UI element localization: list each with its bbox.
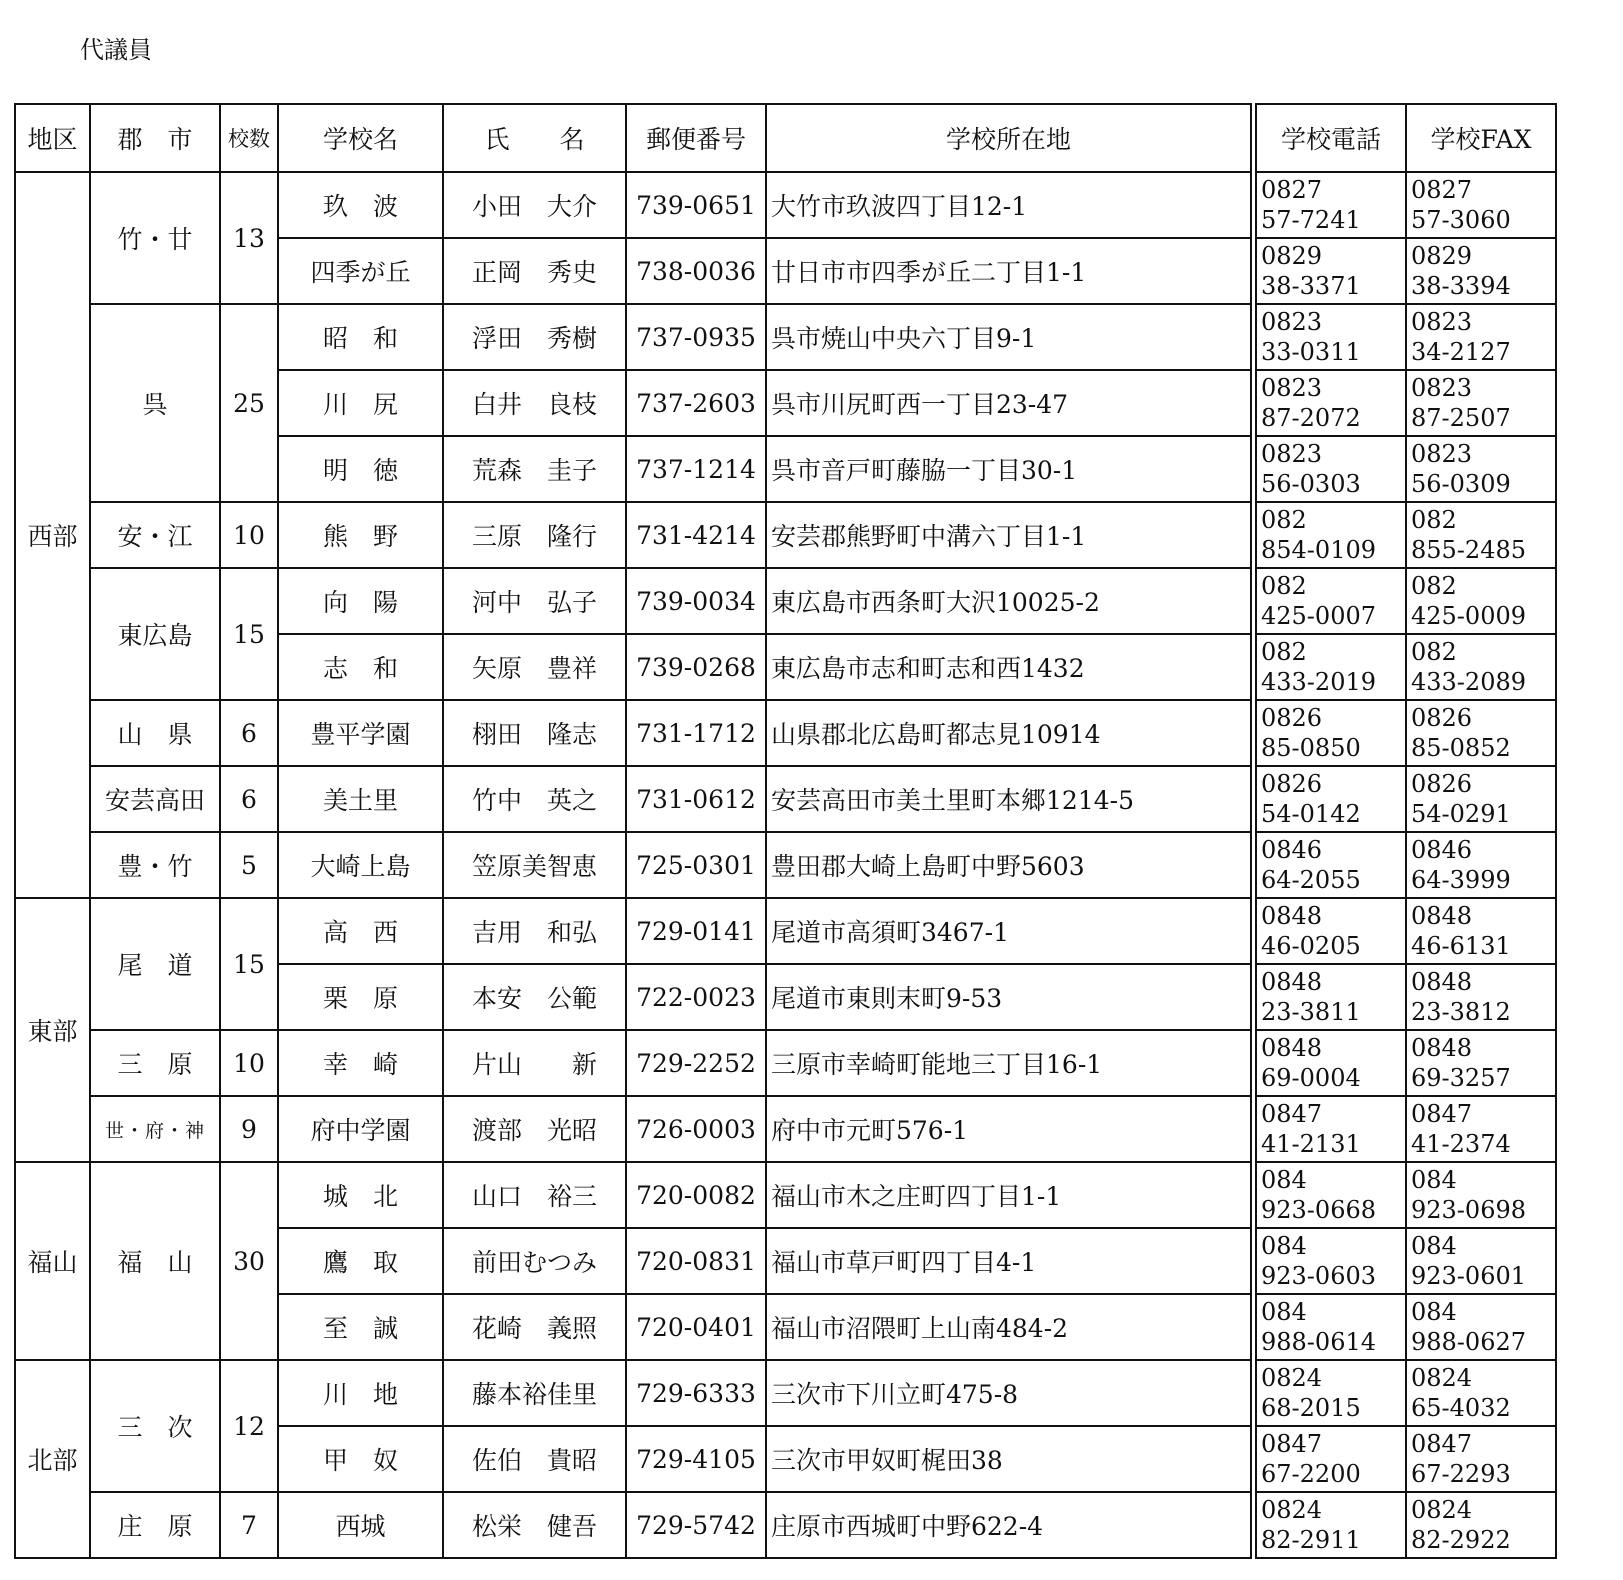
school-count-cell: 5 — [220, 832, 278, 898]
phone-cell — [1256, 1294, 1406, 1360]
phone-cell — [1256, 568, 1406, 634]
district-cell: 福 山 — [90, 1162, 220, 1360]
phone-area-code: 0848 — [1261, 1034, 1323, 1062]
person-name-cell: 藤本裕佳里 — [443, 1360, 626, 1426]
school-count-cell: 6 — [220, 766, 278, 832]
region-cell: 東部 — [15, 898, 90, 1162]
district-cell: 庄 原 — [90, 1492, 220, 1558]
postal-code-cell: 739-0268 — [626, 634, 766, 700]
phone-number: 64-2055 — [1261, 866, 1361, 894]
fax-number: 46-6131 — [1411, 932, 1511, 960]
phone-cell — [1256, 1492, 1406, 1558]
fax-number: 23-3812 — [1411, 998, 1511, 1026]
fax-number: 988-0627 — [1411, 1328, 1526, 1356]
phone-cell — [1256, 964, 1406, 1030]
table-row — [15, 700, 1556, 766]
school-name-cell: 川 尻 — [278, 370, 443, 436]
phone-number: 57-7241 — [1261, 206, 1361, 234]
phone-number: 988-0614 — [1261, 1328, 1376, 1356]
fax-number: 85-0852 — [1411, 734, 1511, 762]
fax-area-code: 082 — [1411, 506, 1457, 534]
fax-area-code: 0847 — [1411, 1430, 1473, 1458]
fax-number: 54-0291 — [1411, 800, 1511, 828]
phone-number: 923-0668 — [1261, 1196, 1376, 1224]
phone-cell — [1256, 172, 1406, 238]
postal-code-cell: 720-0401 — [626, 1294, 766, 1360]
address-cell: 山県郡北広島町都志見10914 — [766, 700, 1251, 766]
person-name-cell: 吉用 和弘 — [443, 898, 626, 964]
fax-area-code: 082 — [1411, 572, 1457, 600]
phone-number: 433-2019 — [1261, 668, 1376, 696]
district-cell: 安芸高田 — [90, 766, 220, 832]
phone-number: 69-0004 — [1261, 1064, 1361, 1092]
postal-code-cell: 739-0034 — [626, 568, 766, 634]
delegates-table — [14, 103, 1557, 1559]
school-name-cell: 府中学園 — [278, 1096, 443, 1162]
person-name-cell: 前田むつみ — [443, 1228, 626, 1294]
postal-code-cell: 725-0301 — [626, 832, 766, 898]
school-name-cell: 西城 — [278, 1492, 443, 1558]
person-name-cell: 栩田 隆志 — [443, 700, 626, 766]
address-cell: 三次市甲奴町梶田38 — [766, 1426, 1251, 1492]
fax-cell — [1406, 304, 1556, 370]
phone-number: 41-2131 — [1261, 1130, 1361, 1158]
address-cell: 呉市音戸町藤脇一丁目30-1 — [766, 436, 1251, 502]
fax-area-code: 084 — [1411, 1298, 1457, 1326]
person-name-cell: 白井 良枝 — [443, 370, 626, 436]
school-name-cell: 美土里 — [278, 766, 443, 832]
district-cell: 世・府・神 — [90, 1096, 220, 1162]
address-cell: 三原市幸崎町能地三丁目16-1 — [766, 1030, 1251, 1096]
table-row — [15, 898, 1556, 964]
phone-cell — [1256, 1426, 1406, 1492]
postal-code-cell: 739-0651 — [626, 172, 766, 238]
phone-cell — [1256, 238, 1406, 304]
postal-code-cell: 729-4105 — [626, 1426, 766, 1492]
district-cell: 山 県 — [90, 700, 220, 766]
fax-cell — [1406, 1030, 1556, 1096]
phone-number: 67-2200 — [1261, 1460, 1361, 1488]
school-count-cell: 12 — [220, 1360, 278, 1492]
fax-number: 82-2922 — [1411, 1526, 1511, 1554]
fax-cell — [1406, 1162, 1556, 1228]
phone-area-code: 0848 — [1261, 902, 1323, 930]
address-cell: 三次市下川立町475-8 — [766, 1360, 1251, 1426]
person-name-cell: 山口 裕三 — [443, 1162, 626, 1228]
postal-code-cell: 731-1712 — [626, 700, 766, 766]
district-cell: 尾 道 — [90, 898, 220, 1030]
district-cell: 豊・竹 — [90, 832, 220, 898]
fax-area-code: 0848 — [1411, 1034, 1473, 1062]
person-name-cell: 河中 弘子 — [443, 568, 626, 634]
fax-number: 64-3999 — [1411, 866, 1511, 894]
phone-cell — [1256, 766, 1406, 832]
fax-number: 38-3394 — [1411, 272, 1511, 300]
address-cell: 尾道市東則末町9-53 — [766, 964, 1251, 1030]
fax-area-code: 0823 — [1411, 374, 1473, 402]
postal-code-cell: 720-0082 — [626, 1162, 766, 1228]
postal-code-cell: 731-0612 — [626, 766, 766, 832]
table-row — [15, 502, 1556, 568]
phone-cell — [1256, 1228, 1406, 1294]
postal-code-cell: 729-5742 — [626, 1492, 766, 1558]
person-name-cell: 小田 大介 — [443, 172, 626, 238]
fax-number: 69-3257 — [1411, 1064, 1511, 1092]
phone-number: 85-0850 — [1261, 734, 1361, 762]
phone-number: 23-3811 — [1261, 998, 1361, 1026]
school-count-cell: 15 — [220, 898, 278, 1030]
phone-cell — [1256, 832, 1406, 898]
header-cell: 郡 市 — [90, 104, 220, 172]
phone-cell — [1256, 304, 1406, 370]
fax-cell — [1406, 898, 1556, 964]
fax-area-code: 0824 — [1411, 1364, 1473, 1392]
school-count-cell: 25 — [220, 304, 278, 502]
phone-area-code: 0824 — [1261, 1364, 1323, 1392]
school-name-cell: 熊 野 — [278, 502, 443, 568]
fax-cell — [1406, 1096, 1556, 1162]
school-count-cell: 10 — [220, 502, 278, 568]
region-cell: 西部 — [15, 172, 90, 898]
school-name-cell: 四季が丘 — [278, 238, 443, 304]
region-cell: 福山 — [15, 1162, 90, 1360]
phone-area-code: 0848 — [1261, 968, 1323, 996]
district-cell: 東広島 — [90, 568, 220, 700]
phone-number: 33-0311 — [1261, 338, 1361, 366]
phone-number: 425-0007 — [1261, 602, 1376, 630]
phone-cell — [1256, 1030, 1406, 1096]
postal-code-cell: 729-6333 — [626, 1360, 766, 1426]
address-cell: 呉市川尻町西一丁目23-47 — [766, 370, 1251, 436]
school-name-cell: 川 地 — [278, 1360, 443, 1426]
phone-area-code: 0823 — [1261, 308, 1323, 336]
school-name-cell: 昭 和 — [278, 304, 443, 370]
phone-cell — [1256, 436, 1406, 502]
header-cell: 地区 — [15, 104, 90, 172]
address-cell: 廿日市市四季が丘二丁目1-1 — [766, 238, 1251, 304]
fax-number: 65-4032 — [1411, 1394, 1511, 1422]
phone-cell — [1256, 1162, 1406, 1228]
header-cell: 学校電話 — [1256, 104, 1406, 172]
fax-area-code: 0826 — [1411, 770, 1473, 798]
address-cell: 福山市木之庄町四丁目1-1 — [766, 1162, 1251, 1228]
phone-area-code: 0826 — [1261, 770, 1323, 798]
school-count-cell: 9 — [220, 1096, 278, 1162]
fax-number: 923-0601 — [1411, 1262, 1526, 1290]
phone-area-code: 0847 — [1261, 1430, 1323, 1458]
header-cell: 郵便番号 — [626, 104, 766, 172]
fax-area-code: 0823 — [1411, 308, 1473, 336]
table-row — [15, 1096, 1556, 1162]
postal-code-cell: 737-1214 — [626, 436, 766, 502]
address-cell: 東広島市志和町志和西1432 — [766, 634, 1251, 700]
fax-area-code: 0827 — [1411, 176, 1473, 204]
fax-cell — [1406, 238, 1556, 304]
address-cell: 豊田郡大崎上島町中野5603 — [766, 832, 1251, 898]
postal-code-cell: 729-2252 — [626, 1030, 766, 1096]
fax-number: 56-0309 — [1411, 470, 1511, 498]
postal-code-cell: 738-0036 — [626, 238, 766, 304]
school-name-cell: 城 北 — [278, 1162, 443, 1228]
person-name-cell: 笠原美智恵 — [443, 832, 626, 898]
school-count-cell: 30 — [220, 1162, 278, 1360]
phone-cell — [1256, 370, 1406, 436]
fax-number: 425-0009 — [1411, 602, 1526, 630]
person-name-cell: 松栄 健吾 — [443, 1492, 626, 1558]
phone-area-code: 0824 — [1261, 1496, 1323, 1524]
person-name-cell: 花崎 義照 — [443, 1294, 626, 1360]
person-name-cell: 片山 新 — [443, 1030, 626, 1096]
phone-number: 87-2072 — [1261, 404, 1361, 432]
district-cell: 三 原 — [90, 1030, 220, 1096]
school-name-cell: 栗 原 — [278, 964, 443, 1030]
person-name-cell: 竹中 英之 — [443, 766, 626, 832]
district-cell: 竹・廿 — [90, 172, 220, 304]
phone-area-code: 084 — [1261, 1298, 1307, 1326]
phone-cell — [1256, 1096, 1406, 1162]
school-name-cell: 幸 崎 — [278, 1030, 443, 1096]
fax-number: 34-2127 — [1411, 338, 1511, 366]
phone-cell — [1256, 1360, 1406, 1426]
fax-number: 433-2089 — [1411, 668, 1526, 696]
person-name-cell: 正岡 秀史 — [443, 238, 626, 304]
region-cell: 北部 — [15, 1360, 90, 1558]
phone-number: 68-2015 — [1261, 1394, 1361, 1422]
postal-code-cell: 737-0935 — [626, 304, 766, 370]
school-name-cell: 向 陽 — [278, 568, 443, 634]
phone-cell — [1256, 634, 1406, 700]
phone-cell — [1256, 502, 1406, 568]
address-cell: 福山市沼隈町上山南484-2 — [766, 1294, 1251, 1360]
fax-cell — [1406, 1294, 1556, 1360]
header-cell: 学校名 — [278, 104, 443, 172]
postal-code-cell: 720-0831 — [626, 1228, 766, 1294]
fax-number: 923-0698 — [1411, 1196, 1526, 1224]
school-name-cell: 豊平学園 — [278, 700, 443, 766]
school-count-cell: 13 — [220, 172, 278, 304]
fax-area-code: 0823 — [1411, 440, 1473, 468]
header-row — [15, 104, 1556, 172]
person-name-cell: 荒森 圭子 — [443, 436, 626, 502]
table-row — [15, 1492, 1556, 1558]
address-cell: 安芸郡熊野町中溝六丁目1-1 — [766, 502, 1251, 568]
fax-number: 855-2485 — [1411, 536, 1526, 564]
phone-number: 56-0303 — [1261, 470, 1361, 498]
fax-cell — [1406, 700, 1556, 766]
phone-area-code: 0846 — [1261, 836, 1323, 864]
fax-cell — [1406, 1228, 1556, 1294]
fax-cell — [1406, 172, 1556, 238]
phone-area-code: 084 — [1261, 1166, 1307, 1194]
fax-area-code: 0824 — [1411, 1496, 1473, 1524]
phone-area-code: 082 — [1261, 506, 1307, 534]
fax-cell — [1406, 436, 1556, 502]
phone-number: 854-0109 — [1261, 536, 1376, 564]
postal-code-cell: 722-0023 — [626, 964, 766, 1030]
fax-area-code: 0847 — [1411, 1100, 1473, 1128]
header-cell: 学校所在地 — [766, 104, 1251, 172]
school-name-cell: 志 和 — [278, 634, 443, 700]
phone-area-code: 0827 — [1261, 176, 1323, 204]
school-name-cell: 明 徳 — [278, 436, 443, 502]
person-name-cell: 矢原 豊祥 — [443, 634, 626, 700]
school-count-cell: 15 — [220, 568, 278, 700]
table-row — [15, 568, 1556, 634]
table-row — [15, 1360, 1556, 1426]
phone-area-code: 084 — [1261, 1232, 1307, 1260]
address-cell: 呉市焼山中央六丁目9-1 — [766, 304, 1251, 370]
fax-area-code: 084 — [1411, 1166, 1457, 1194]
person-name-cell: 佐伯 貴昭 — [443, 1426, 626, 1492]
fax-area-code: 0846 — [1411, 836, 1473, 864]
fax-area-code: 0848 — [1411, 968, 1473, 996]
person-name-cell: 渡部 光昭 — [443, 1096, 626, 1162]
fax-area-code: 0848 — [1411, 902, 1473, 930]
fax-number: 41-2374 — [1411, 1130, 1511, 1158]
phone-area-code: 0847 — [1261, 1100, 1323, 1128]
school-name-cell: 鷹 取 — [278, 1228, 443, 1294]
fax-area-code: 084 — [1411, 1232, 1457, 1260]
header-cell: 校数 — [220, 104, 278, 172]
fax-cell — [1406, 568, 1556, 634]
phone-area-code: 0829 — [1261, 242, 1323, 270]
phone-area-code: 0823 — [1261, 440, 1323, 468]
table-row — [15, 304, 1556, 370]
person-name-cell: 本安 公範 — [443, 964, 626, 1030]
phone-area-code: 0823 — [1261, 374, 1323, 402]
table-row — [15, 1162, 1556, 1228]
header-cell: 氏 名 — [443, 104, 626, 172]
fax-area-code: 0826 — [1411, 704, 1473, 732]
fax-number: 67-2293 — [1411, 1460, 1511, 1488]
school-count-cell: 10 — [220, 1030, 278, 1096]
page-title: 代議員 — [80, 36, 152, 64]
phone-area-code: 082 — [1261, 572, 1307, 600]
fax-cell — [1406, 766, 1556, 832]
table-body — [15, 172, 1556, 1558]
fax-number: 87-2507 — [1411, 404, 1511, 432]
fax-cell — [1406, 832, 1556, 898]
table-row — [15, 832, 1556, 898]
phone-area-code: 082 — [1261, 638, 1307, 666]
fax-cell — [1406, 1492, 1556, 1558]
school-name-cell: 玖 波 — [278, 172, 443, 238]
phone-number: 923-0603 — [1261, 1262, 1376, 1290]
school-name-cell: 高 西 — [278, 898, 443, 964]
fax-cell — [1406, 370, 1556, 436]
person-name-cell: 浮田 秀樹 — [443, 304, 626, 370]
school-name-cell: 甲 奴 — [278, 1426, 443, 1492]
postal-code-cell: 737-2603 — [626, 370, 766, 436]
address-cell: 福山市草戸町四丁目4-1 — [766, 1228, 1251, 1294]
fax-area-code: 082 — [1411, 638, 1457, 666]
fax-cell — [1406, 964, 1556, 1030]
person-name-cell: 三原 隆行 — [443, 502, 626, 568]
phone-area-code: 0826 — [1261, 704, 1323, 732]
district-cell: 呉 — [90, 304, 220, 502]
phone-number: 54-0142 — [1261, 800, 1361, 828]
school-count-cell: 6 — [220, 700, 278, 766]
address-cell: 東広島市西条町大沢10025-2 — [766, 568, 1251, 634]
address-cell: 庄原市西城町中野622-4 — [766, 1492, 1251, 1558]
table-row — [15, 766, 1556, 832]
phone-cell — [1256, 898, 1406, 964]
fax-cell — [1406, 1360, 1556, 1426]
district-cell: 安・江 — [90, 502, 220, 568]
fax-area-code: 0829 — [1411, 242, 1473, 270]
postal-code-cell: 729-0141 — [626, 898, 766, 964]
fax-cell — [1406, 502, 1556, 568]
phone-cell — [1256, 700, 1406, 766]
address-cell: 尾道市高須町3467-1 — [766, 898, 1251, 964]
phone-number: 46-0205 — [1261, 932, 1361, 960]
fax-number: 57-3060 — [1411, 206, 1511, 234]
header-cell: 学校FAX — [1406, 104, 1556, 172]
fax-cell — [1406, 1426, 1556, 1492]
address-cell: 安芸高田市美土里町本郷1214-5 — [766, 766, 1251, 832]
school-name-cell: 至 誠 — [278, 1294, 443, 1360]
school-name-cell: 大崎上島 — [278, 832, 443, 898]
table-row — [15, 172, 1556, 238]
district-cell: 三 次 — [90, 1360, 220, 1492]
school-count-cell: 7 — [220, 1492, 278, 1558]
address-cell: 府中市元町576-1 — [766, 1096, 1251, 1162]
postal-code-cell: 731-4214 — [626, 502, 766, 568]
phone-number: 38-3371 — [1261, 272, 1361, 300]
fax-cell — [1406, 634, 1556, 700]
table-row — [15, 1030, 1556, 1096]
phone-number: 82-2911 — [1261, 1526, 1361, 1554]
postal-code-cell: 726-0003 — [626, 1096, 766, 1162]
address-cell: 大竹市玖波四丁目12-1 — [766, 172, 1251, 238]
